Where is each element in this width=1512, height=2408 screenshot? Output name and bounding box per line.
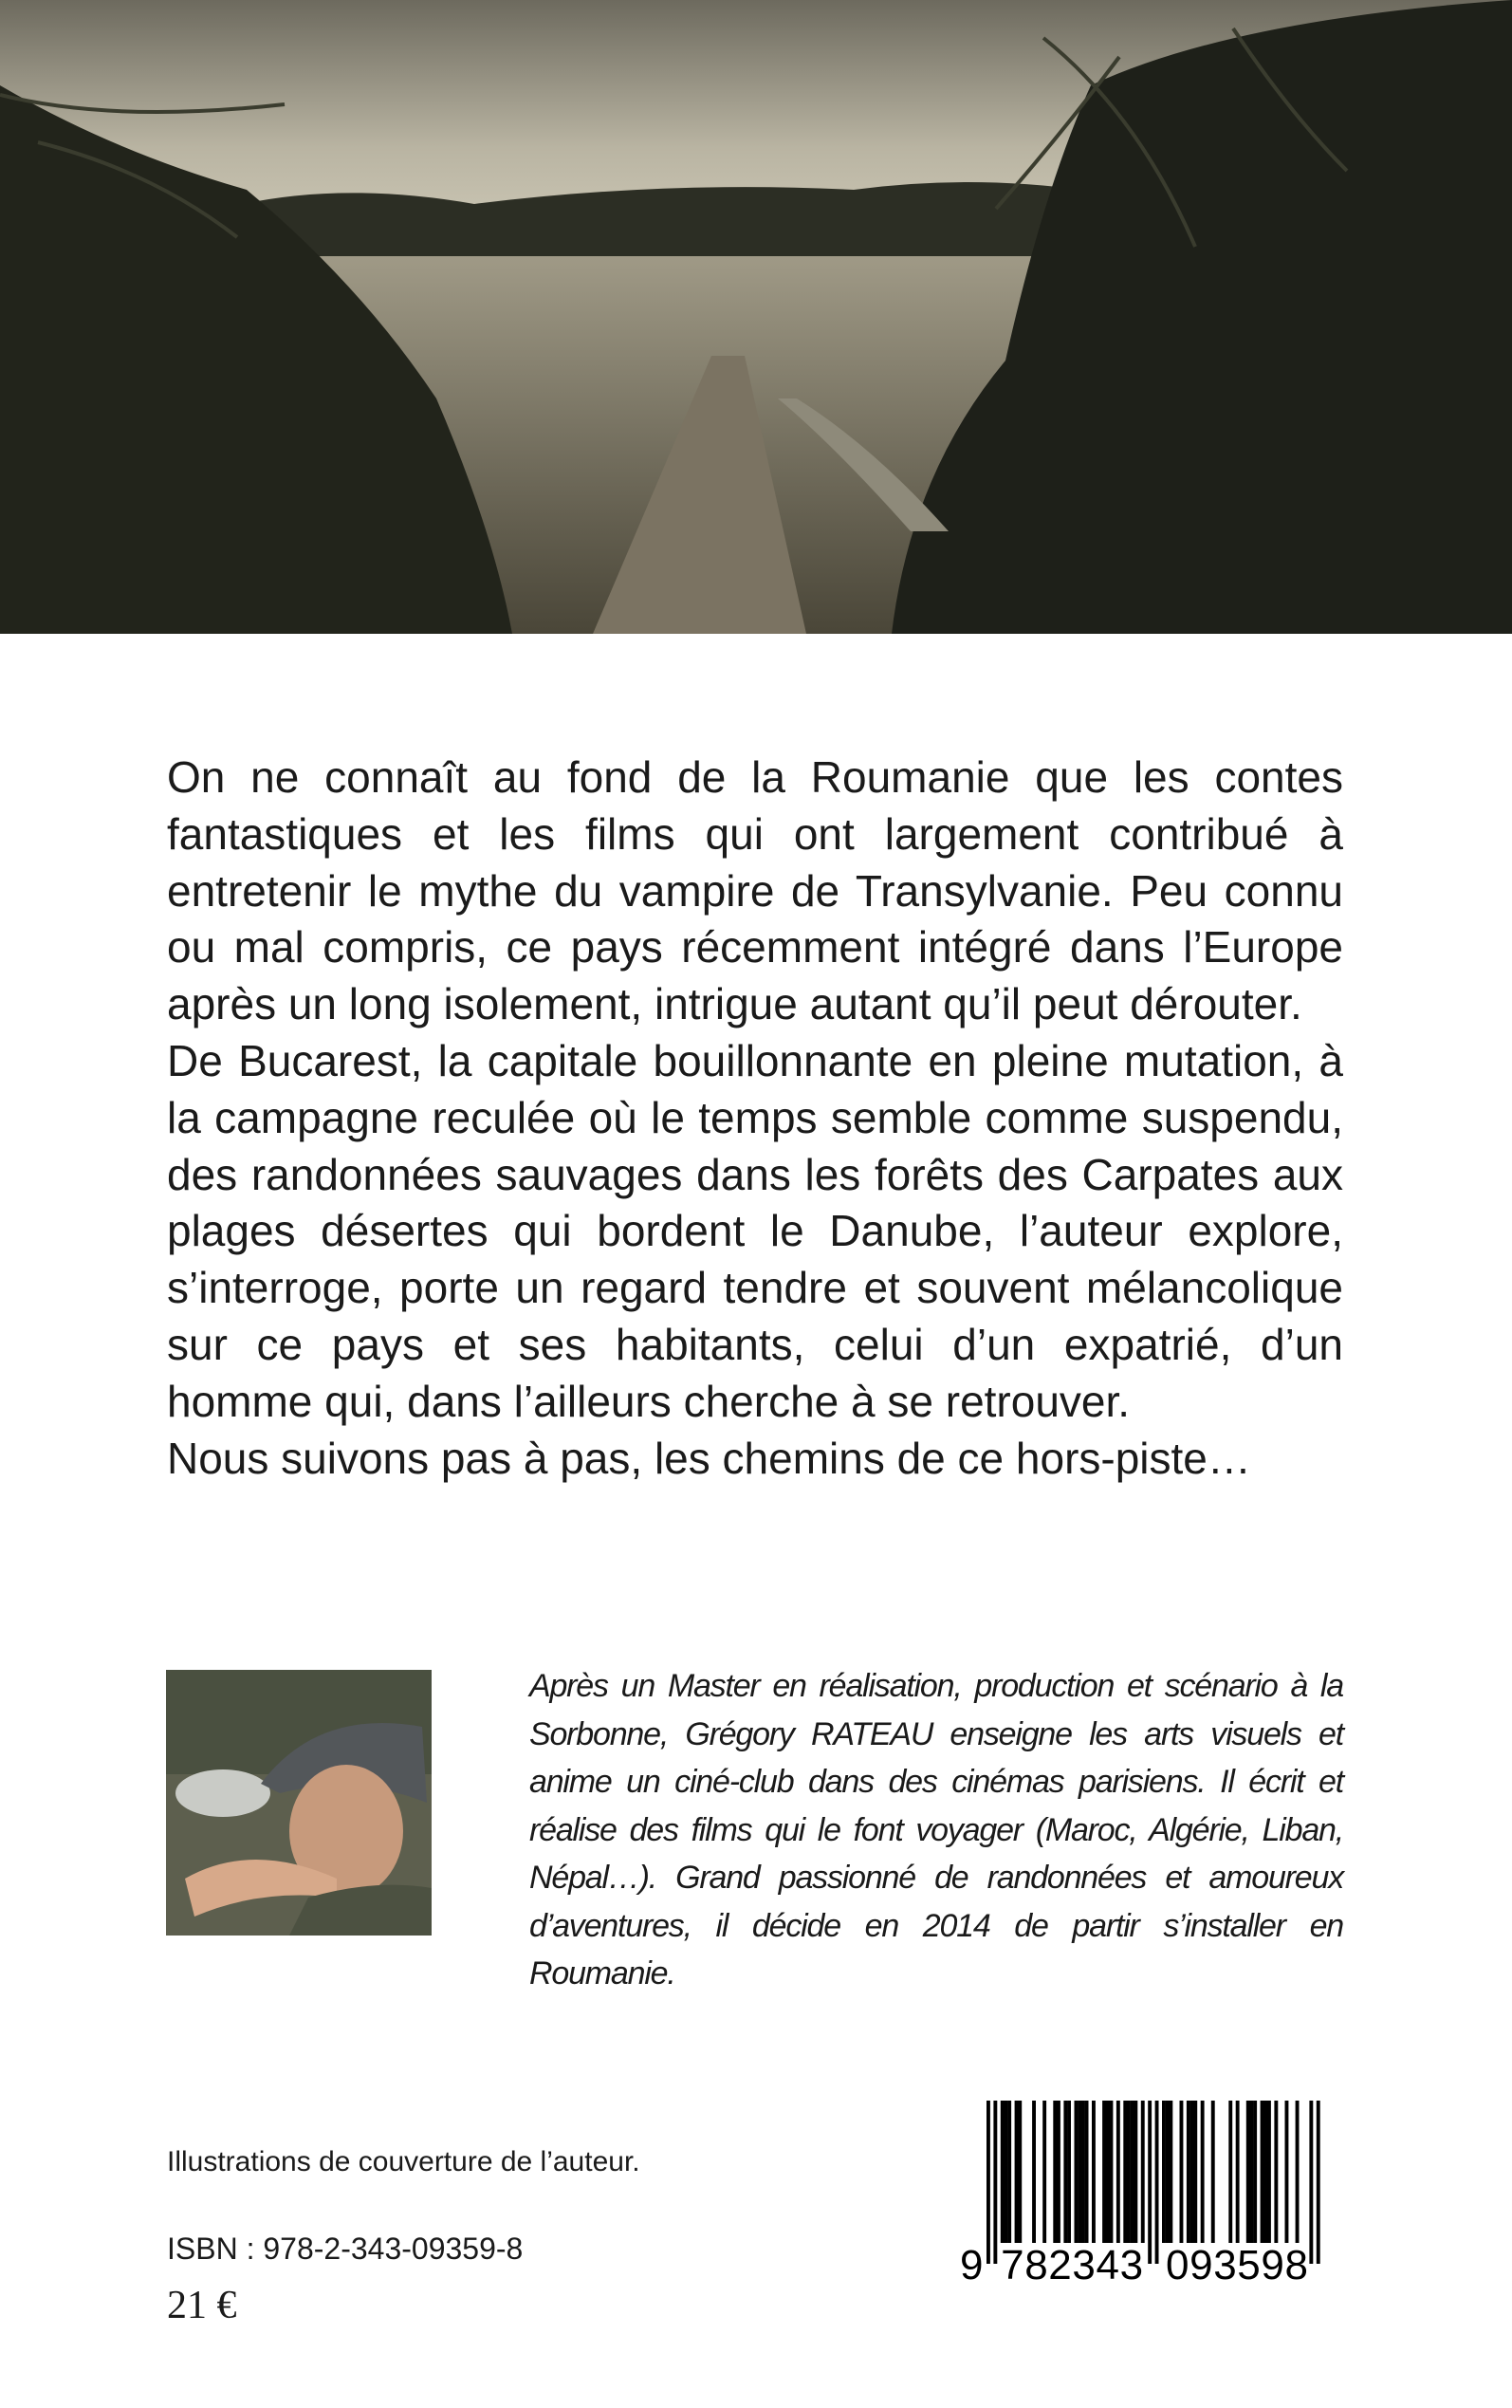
barcode-bar	[1253, 2101, 1257, 2243]
barcode-bar	[1110, 2101, 1114, 2243]
barcode-bar	[1063, 2101, 1067, 2243]
isbn: ISBN : 978-2-343-09359-8	[167, 2232, 524, 2266]
barcode-bar	[1190, 2101, 1194, 2243]
barcode-bar	[1018, 2101, 1022, 2243]
author-photo	[166, 1670, 432, 1936]
barcode-bar	[1228, 2101, 1232, 2243]
blurb-paragraph: De Bucarest, la capitale bouillonnante en pleine mutation, à la campagne reculée où le temps semble comme suspendu, des randonnées sauvages dans les forêts des Carpates aux plages désertes qui bordent le Danube, l’auteur explore, s’interroge, porte un regard tendre et souvent mélancolique sur ce pays et ses habitants, celui d’un expatrié, d’un homme qui, dans l’ailleurs cherche à se retrouver.	[167, 1035, 1343, 1426]
barcode-bar	[1141, 2101, 1145, 2243]
barcode-bar	[1067, 2101, 1071, 2243]
barcode-bar	[1148, 2101, 1152, 2264]
barcode-bar	[1180, 2101, 1184, 2243]
barcode-bar	[1102, 2101, 1106, 2243]
barcode-bar	[1296, 2101, 1300, 2243]
barcode-bar	[1309, 2101, 1313, 2264]
barcode-bar	[1116, 2101, 1120, 2243]
barcode-bar	[993, 2101, 997, 2264]
barcode-bar	[1166, 2101, 1170, 2243]
barcode-bar	[1246, 2101, 1250, 2243]
barcode-digits: 782343	[1001, 2242, 1144, 2287]
barcode-bar	[986, 2101, 990, 2264]
barcode-bar	[1106, 2101, 1110, 2243]
barcode-bar	[1169, 2101, 1172, 2243]
barcode-bar	[1127, 2101, 1131, 2243]
barcode-bar	[1015, 2101, 1019, 2243]
barcode-bar	[1081, 2101, 1085, 2243]
barcode-bar	[1236, 2101, 1240, 2243]
barcode-bar	[1211, 2101, 1215, 2243]
barcode-bar	[1092, 2101, 1096, 2243]
author-bio: Après un Master en réalisation, production et scénario à la Sorbonne, Grégory RATEAU enseigne les arts visuels et anime un ciné-club dans des cinémas parisiens. Il écrit et réalise des films qui le font voyager (Maroc, Algérie, Liban, Népal…). Grand passionné de randonnées et amoureux d’aventures, il décide en 2014 de partir s’installer en Roumanie.	[529, 1668, 1343, 1991]
barcode-bar	[1042, 2101, 1046, 2243]
back-cover-blurb	[167, 750, 1343, 1487]
barcode-bar	[1317, 2101, 1320, 2264]
blurb-paragraph: Nous suivons pas à pas, les chemins de ce hors-piste…	[167, 1433, 1251, 1483]
barcode-bar	[1001, 2101, 1005, 2243]
barcode-bar	[1078, 2101, 1081, 2243]
price: 21 €	[167, 2284, 237, 2327]
barcode-bar	[1057, 2101, 1060, 2243]
blurb-paragraph: On ne connaît au fond de la Roumanie que les contes fantastiques et les films qui ont largement contribué à entretenir le mythe du vampire de Transylvanie. Peu connu ou mal compris, ce pays récemment intégré dans l’Europe après un long isolement, intrigue autant qu’il peut dérouter.	[167, 752, 1343, 1029]
barcode-bar	[1274, 2101, 1278, 2243]
barcode-bar	[1131, 2101, 1134, 2243]
barcode-bar	[1007, 2101, 1011, 2243]
cover-credits: Illustrations de couverture de l’auteur.	[167, 2146, 640, 2177]
barcode-bar	[1123, 2101, 1127, 2243]
barcode-bar	[1005, 2101, 1008, 2243]
barcode-digits: 9	[960, 2242, 984, 2287]
barcode-bar	[1032, 2101, 1036, 2243]
barcode-bar	[1285, 2101, 1289, 2243]
barcode-bar	[1162, 2101, 1166, 2243]
barcode-bar	[1267, 2101, 1271, 2243]
barcode-bar	[1263, 2101, 1267, 2243]
cover-photo-lake-pier	[0, 0, 1512, 634]
barcode-bar	[1155, 2101, 1159, 2264]
barcode-digits: 093598	[1166, 2242, 1308, 2287]
barcode-bar	[1201, 2101, 1205, 2243]
barcode-bar	[1053, 2101, 1057, 2243]
isbn-barcode	[949, 2097, 1337, 2287]
barcode-bar	[1085, 2101, 1089, 2243]
barcode-bar	[1075, 2101, 1079, 2243]
barcode-bar	[1193, 2101, 1197, 2243]
barcode-bar	[1134, 2101, 1137, 2243]
barcode-bar	[1261, 2101, 1264, 2243]
barcode-bar	[1250, 2101, 1254, 2243]
barcode-bar	[1187, 2101, 1190, 2243]
